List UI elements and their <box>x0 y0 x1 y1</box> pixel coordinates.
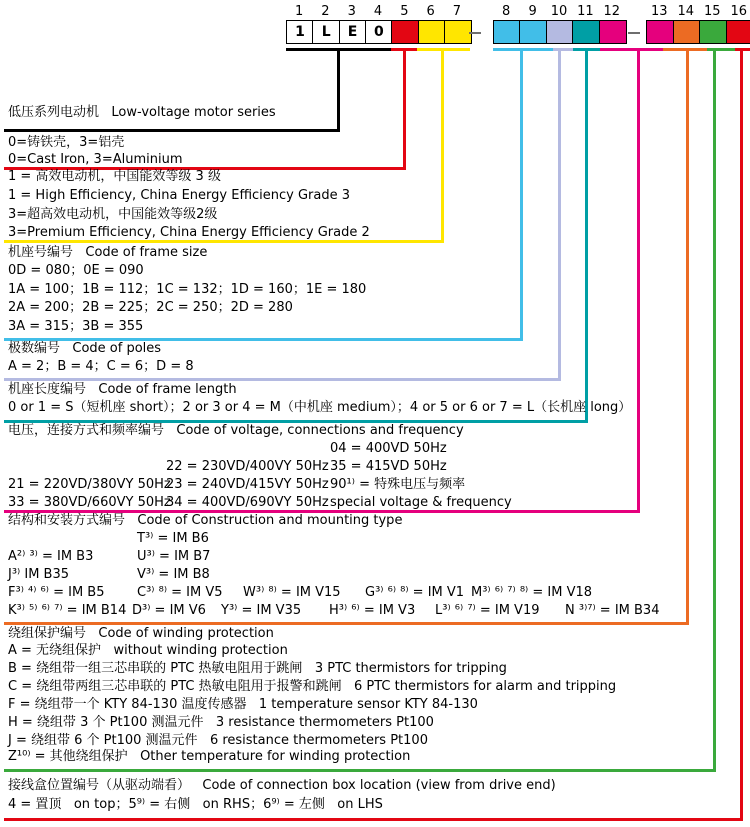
section-mounting-text: C³⁾ ⁸⁾ = IM V5 <box>137 585 223 600</box>
code-box-7 <box>444 20 472 44</box>
code-box-3: E <box>339 20 367 44</box>
code-box-15 <box>699 20 727 44</box>
code-box-13 <box>646 20 674 44</box>
underline-winding <box>4 769 713 772</box>
section-voltage-text: special voltage & frequency <box>330 495 512 510</box>
section-voltage-text: 22 = 230VD/400VY 50Hz <box>166 459 329 474</box>
section-mounting-text: M³⁾ ⁶⁾ ⁷⁾ ⁸⁾ = IM V18 <box>471 585 593 600</box>
section-mounting-text: W³⁾ ⁸⁾ = IM V15 <box>243 585 341 600</box>
section-efficiency-text: 1 = High Efficiency, China Energy Efficiency Grade 3 <box>8 188 351 203</box>
section-mounting-text: G³⁾ ⁶⁾ ⁸⁾ = IM V1 <box>365 585 465 600</box>
connector-series <box>337 48 340 132</box>
section-efficiency-text: 3=Premium Efficiency, China Energy Efficiency Grade 2 <box>8 225 370 240</box>
position-number: 11 <box>577 4 594 19</box>
section-mounting-text: V³⁾ = IM B8 <box>137 567 210 582</box>
section-frame-size-text: 2A = 200；2B = 225；2C = 250；2D = 280 <box>8 300 293 315</box>
position-number: 7 <box>452 4 462 19</box>
section-frame-length-text: 0 or 1 = S（短机座 short）；2 or 3 or 4 = M（中机座 medium）；4 or 5 or 6 or 7 = L（长机座 long） <box>8 400 632 415</box>
section-mounting-text: T³⁾ = IM B6 <box>137 531 209 546</box>
dash-separator-icon <box>469 32 481 35</box>
dash-separator-icon <box>628 32 640 35</box>
section-frame-length-text: 机座长度编号 Code of frame length <box>8 382 237 397</box>
underline-series <box>4 129 337 132</box>
section-voltage-text: 34 = 400VD/690VY 50Hz <box>166 495 329 510</box>
code-box-1: 1 <box>286 20 314 44</box>
position-number: 15 <box>703 4 721 19</box>
code-underline-segment <box>707 48 735 51</box>
code-underline-segment <box>493 48 553 51</box>
code-box-11 <box>572 20 600 44</box>
position-number: 2 <box>321 4 330 19</box>
section-housing-text: 0=Cast Iron, 3=Aluminium <box>8 152 183 167</box>
connector-frame-size <box>520 48 523 341</box>
section-mounting-text: J³⁾ IM B35 <box>8 567 70 582</box>
code-box-8 <box>493 20 521 44</box>
code-box-14 <box>673 20 701 44</box>
section-mounting-text: F³⁾ ⁴⁾ ⁶⁾ = IM B5 <box>8 585 105 600</box>
code-box-9 <box>519 20 547 44</box>
section-winding-text: J = 绕组带 6 个 Pt100 测温元件 6 resistance thermometers Pt100 <box>8 733 428 748</box>
section-voltage-text: 04 = 400VD 50Hz <box>330 441 447 456</box>
position-number: 16 <box>730 4 748 19</box>
section-mounting-text: N ³⁾⁷⁾ = IM B34 <box>565 603 660 618</box>
section-mounting-text: K³⁾ ⁵⁾ ⁶⁾ ⁷⁾ = IM B14 <box>8 603 127 618</box>
position-number: 9 <box>528 4 537 19</box>
position-number: 6 <box>426 4 435 19</box>
connector-efficiency <box>441 48 444 243</box>
underline-connection-box <box>4 818 740 821</box>
section-mounting-text: 结构和安装方式编号 Code of Construction and mounting type <box>8 513 403 528</box>
position-number: 13 <box>650 4 668 19</box>
section-winding-text: A = 无绕组保护 without winding protection <box>8 643 288 658</box>
section-series-text: 低压系列电动机 Low-voltage motor series <box>8 105 276 120</box>
position-number: 5 <box>400 4 409 19</box>
section-winding-text: B = 绕组带一组三芯串联的 PTC 热敏电阻用于跳闸 3 PTC thermistors for tripping <box>8 661 507 676</box>
position-number: 1 <box>295 4 304 19</box>
section-voltage-text: 21 = 220VD/380VY 50Hz <box>8 477 171 492</box>
section-efficiency-text: 3=超高效电动机，中国能效等级2级 <box>8 207 218 222</box>
section-mounting-text: Y³⁾ = IM V35 <box>221 603 302 618</box>
section-housing-text: 0=铸铁壳，3=铝壳 <box>8 135 125 150</box>
section-mounting-text: L³⁾ ⁶⁾ ⁷⁾ = IM V19 <box>435 603 540 618</box>
code-box-6 <box>418 20 446 44</box>
code-box-16 <box>726 20 750 44</box>
section-frame-size-text: 1A = 100；1B = 112；1C = 132；1D = 160；1E = 180 <box>8 282 367 297</box>
position-number: 14 <box>677 4 695 19</box>
section-frame-size-text: 0D = 080；0E = 090 <box>8 263 144 278</box>
code-box-10 <box>546 20 574 44</box>
connector-voltage <box>637 48 640 513</box>
connector-connection-box <box>740 48 743 821</box>
section-winding-text: F = 绕组带一个 KTY 84-130 温度传感器 1 temperature sensor KTY 84-130 <box>8 697 478 712</box>
section-winding-text: Z¹⁰⁾ = 其他绕组保护 Other temperature for winding protection <box>8 749 411 764</box>
section-voltage-text: 35 = 415VD 50Hz <box>330 459 447 474</box>
code-box-12 <box>599 20 627 44</box>
code-box-4: 0 <box>365 20 393 44</box>
code-box-2: L <box>312 20 340 44</box>
connector-mounting <box>686 48 689 625</box>
connector-poles <box>558 48 561 381</box>
connector-housing <box>403 48 406 170</box>
section-connection-box-text: 4 = 置顶 on top；5⁹⁾ = 右侧 on RHS；6⁹⁾ = 左侧 on LHS <box>8 797 383 812</box>
code-underline-segment <box>600 48 663 51</box>
code-underline-segment <box>553 48 573 51</box>
connector-winding <box>713 48 716 772</box>
section-voltage-text: 90¹⁾ = 特殊电压与频率 <box>330 477 466 492</box>
section-voltage-text: 23 = 240VD/415VY 50Hz <box>166 477 329 492</box>
position-number: 12 <box>603 4 621 19</box>
section-winding-text: 绕组保护编号 Code of winding protection <box>8 626 274 641</box>
section-efficiency-text: 1 = 高效电动机，中国能效等级 3 级 <box>8 169 221 184</box>
section-mounting-text: D³⁾ = IM V6 <box>132 603 206 618</box>
section-mounting-text: A²⁾ ³⁾ = IM B3 <box>8 549 94 564</box>
section-voltage-text: 电压，连接方式和频率编号 Code of voltage, connections and frequency <box>8 423 464 438</box>
section-connection-box-text: 接线盒位置编号（从驱动端看） Code of connection box location (view from drive end) <box>8 778 556 793</box>
section-poles-text: A = 2；B = 4；C = 6；D = 8 <box>8 359 194 374</box>
position-number: 3 <box>347 4 356 19</box>
position-number: 8 <box>502 4 511 19</box>
section-frame-size-text: 3A = 315；3B = 355 <box>8 319 144 334</box>
code-underline-segment <box>663 48 707 51</box>
section-voltage-text: 33 = 380VD/660VY 50Hz <box>8 495 171 510</box>
position-number: 10 <box>550 4 568 19</box>
section-winding-text: H = 绕组带 3 个 Pt100 测温元件 3 resistance thermometers Pt100 <box>8 715 434 730</box>
connector-frame-length <box>585 48 588 423</box>
code-box-5 <box>391 20 419 44</box>
section-frame-size-text: 机座号编号 Code of frame size <box>8 245 208 260</box>
section-poles-text: 极数编号 Code of poles <box>8 341 162 356</box>
section-winding-text: C = 绕组带两组三芯串联的 PTC 热敏电阻用于报警和跳闸 6 PTC thermistors for alarm and tripping <box>8 679 617 694</box>
position-number: 4 <box>373 4 383 19</box>
section-mounting-text: U³⁾ = IM B7 <box>137 549 211 564</box>
section-mounting-text: H³⁾ ⁶⁾ = IM V3 <box>329 603 416 618</box>
